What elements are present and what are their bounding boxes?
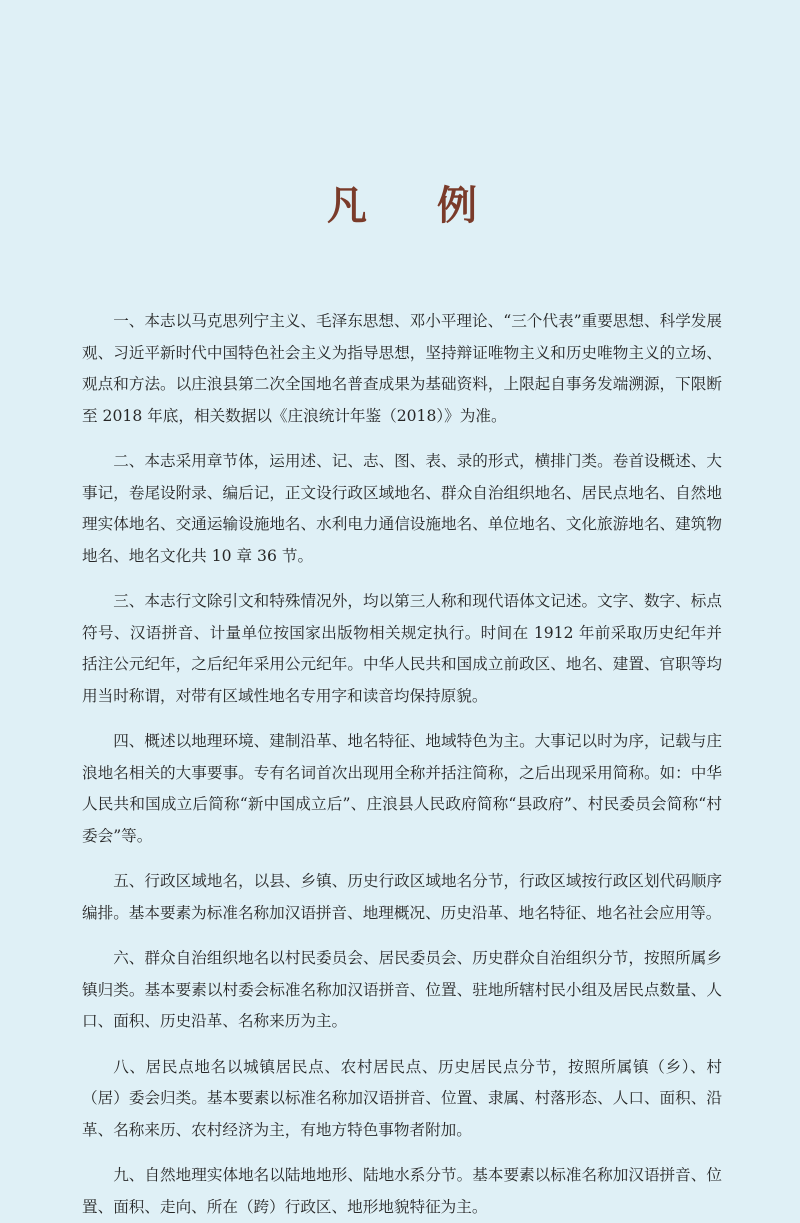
page-title: 凡 例 bbox=[327, 183, 505, 229]
paragraph-8: 八、居民点地名以城镇居民点、农村居民点、历史居民点分节，按照所属镇（乡）、村（居）委会归类。基本要素以标准名称加汉语拼音、位置、隶属、村落形态、人口、面积、沿革、名称来历、农村经济为主，有地方特色事物者附加。 bbox=[82, 1057, 722, 1139]
paragraph-3: 三、本志行文除引文和特殊情况外，均以第三人称和现代语体文记述。文字、数字、标点符号、汉语拼音、计量单位按国家出版物相关规定执行。时间在 1912 年前采取历史纪年并括注公元纪年，之后纪年采用公元纪年。中华人民共和国成立前政区、地名、建置、官职等均用当时称谓，对带有区域性地名专用字和读音均保持原貌。 bbox=[82, 592, 722, 705]
paragraph-2: 二、本志采用章节体，运用述、记、志、图、表、录的形式，横排门类。卷首设概述、大事记，卷尾设附录、编后记，正文设行政区域地名、群众自治组织地名、居民点地名、自然地理实体地名、交通运输设施地名、水利电力通信设施地名、单位地名、文化旅游地名、建筑物地名、地名文化共 10 章 36 节。 bbox=[82, 452, 722, 565]
paragraph-6: 六、群众自治组织地名以村民委员会、居民委员会、历史群众自治组织分节，按照所属乡镇归类。基本要素以村委会标准名称加汉语拼音、位置、驻地所辖村民小组及居民点数量、人口、面积、历史沿革、名称来历为主。 bbox=[82, 949, 722, 1030]
document-body bbox=[82, 306, 722, 1223]
paragraph-9: 九、自然地理实体地名以陆地地形、陆地水系分节。基本要素以标准名称加汉语拼音、位置、面积、走向、所在（跨）行政区、地形地貌特征为主。 bbox=[82, 1166, 722, 1216]
paragraph-5: 五、行政区域地名，以县、乡镇、历史行政区域地名分节，行政区域按行政区划代码顺序编排。基本要素为标准名称加汉语拼音、地理概况、历史沿革、地名特征、地名社会应用等。 bbox=[82, 872, 722, 922]
paragraph-1: 一、本志以马克思列宁主义、毛泽东思想、邓小平理论、“三个代表”重要思想、科学发展观、习近平新时代中国特色社会主义为指导思想，坚持辩证唯物主义和历史唯物主义的立场、观点和方法。以庄浪县第二次全国地名普查成果为基础资料，上限起自事务发端溯源，下限断至 2018 年底，相关数据以《庄浪统计年鉴（2018）》为准。 bbox=[82, 312, 722, 425]
paragraph-4: 四、概述以地理环境、建制沿革、地名特征、地域特色为主。大事记以时为序，记载与庄浪地名相关的大事要事。专有名词首次出现用全称并括注简称，之后出现采用简称。如：中华人民共和国成立后简称“新中国成立后”、庄浪县人民政府简称“县政府”、村民委员会简称“村委会”等。 bbox=[82, 732, 722, 845]
